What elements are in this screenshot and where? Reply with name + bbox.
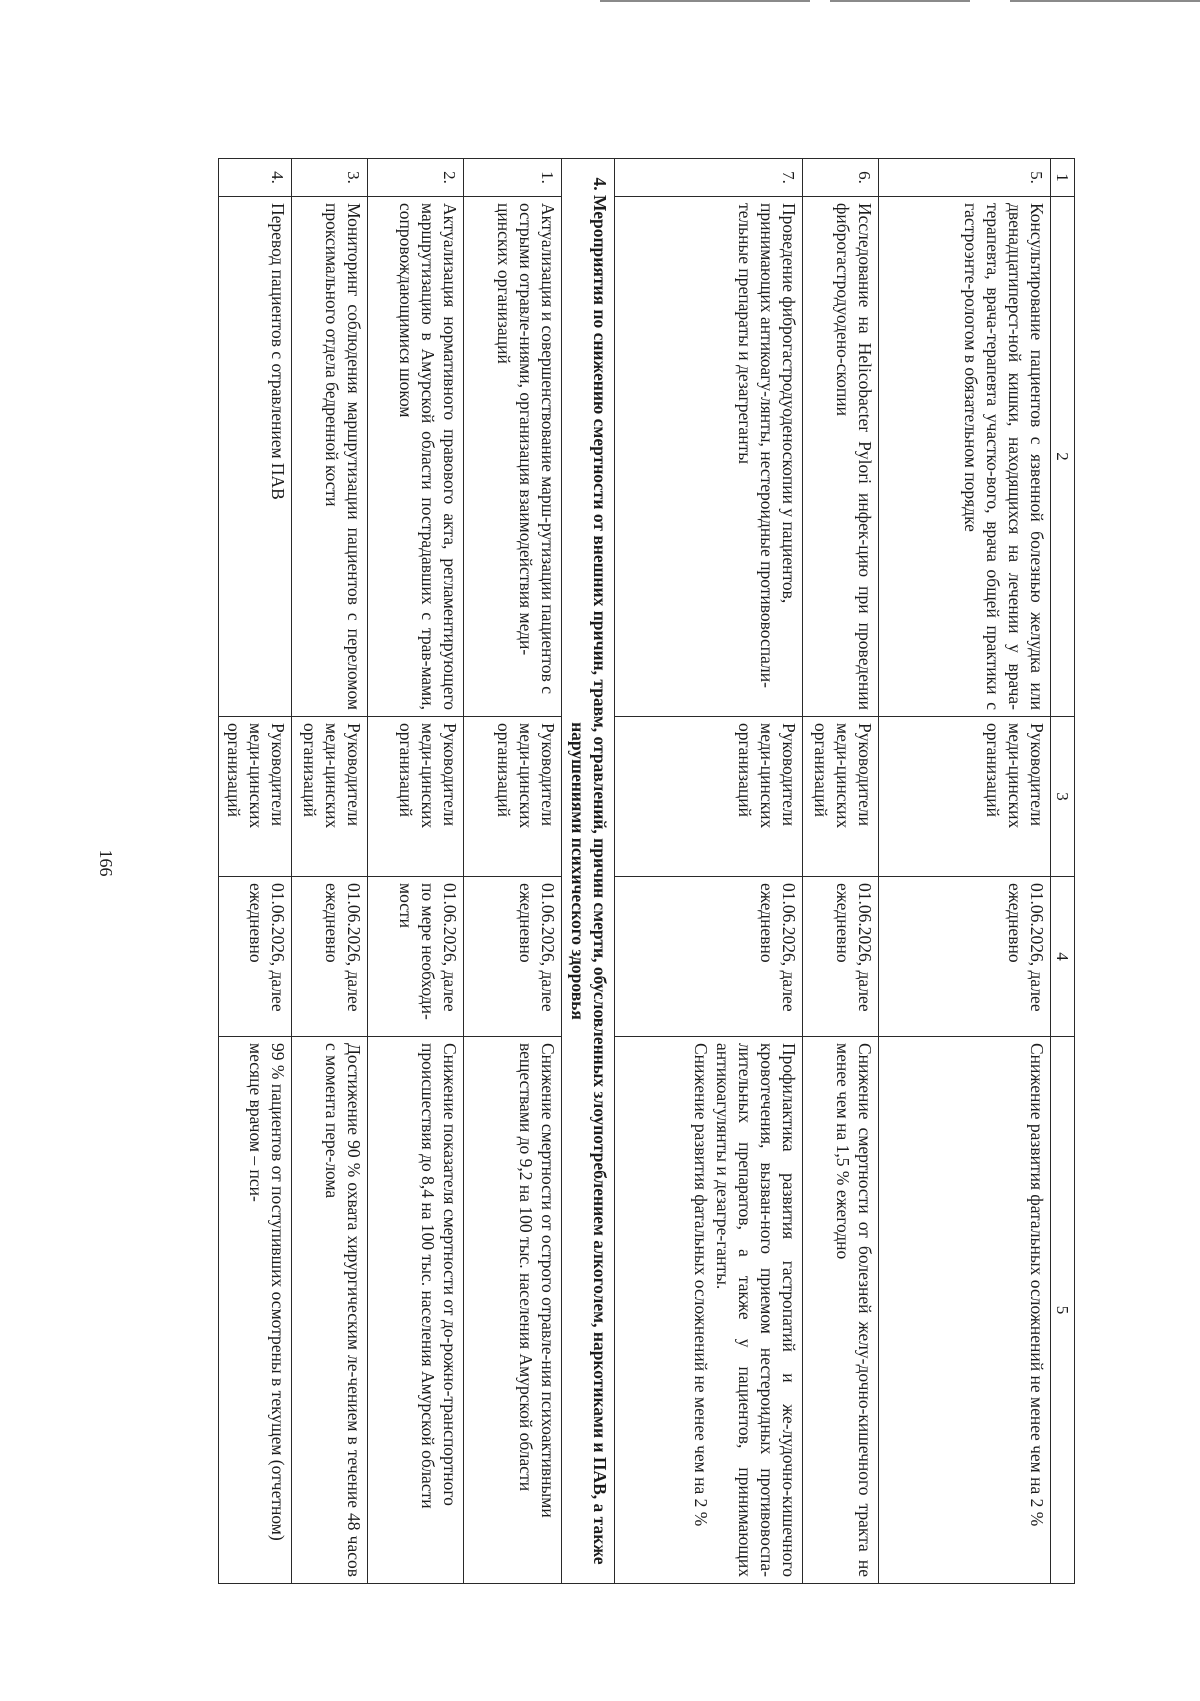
row-number: 6.: [802, 159, 878, 197]
result-cell: Профилактика развития гастропатий и же-лудочно-кишечного кровотечения, вызван-ного приемом нестероидных противовоспа-лительных препаратов, а также у пациентов, принимающих антикоагулянты и дезагре-ганты. Снижение развития фатальных осложнений не менее чем на 2 %: [614, 1037, 802, 1584]
responsible-cell: Руководители меди-цинских организаций: [219, 717, 292, 877]
scan-edge-line: [600, 0, 810, 2]
header-cell: 3: [1050, 717, 1074, 877]
measures-table: [218, 158, 1075, 1584]
responsible-cell: Руководители меди-цинских организаций: [802, 717, 878, 877]
header-cell: 1: [1050, 159, 1074, 197]
row-number: 7.: [614, 159, 802, 197]
table-row: [219, 159, 292, 1584]
header-cell: 4: [1050, 877, 1074, 1037]
rotated-table-frame: [218, 158, 1075, 1583]
page-number: 166: [96, 849, 116, 877]
result-cell: Достижение 90 % охвата хирургическим ле-чением в течение 48 часов с момента пере-лома: [292, 1037, 368, 1584]
term-cell: 01.06.2026, далее ежедневно: [464, 877, 562, 1037]
table-row: [464, 159, 562, 1584]
header-cell: 2: [1050, 197, 1074, 717]
measure-cell: Мониторинг соблюдения маршрутизации пациентов с переломом проксимального отдела бедренной кости: [292, 197, 368, 717]
measure-cell: Консультирование пациентов с язвенной болезнью желудка или двенадцатиперст-ной кишки, находящихся на лечении у врача-терапевта, врача-терапевта участко-вого, врача общей практики с гастроэнте-рологом в обязательном порядке: [878, 197, 1050, 717]
result-cell: 99 % пациентов от поступивших осмотрены в текущем (отчетном) месяце врачом – пси-: [219, 1037, 292, 1584]
term-cell: 01.06.2026, далее ежедневно: [878, 877, 1050, 1037]
measure-cell: Перевод пациентов с отравлением ПАВ: [219, 197, 292, 717]
responsible-cell: Руководители меди-цинских организаций: [464, 717, 562, 877]
scan-edge-line: [830, 0, 970, 2]
table-row: [368, 159, 464, 1584]
measure-cell: Актуализация и совершенствование марш-рутизации пациентов с острыми отравле-ниями, организация взаимодействия меди-цинских организаций: [464, 197, 562, 717]
result-cell: Снижение развития фатальных осложнений не менее чем на 2 %: [878, 1037, 1050, 1584]
responsible-cell: Руководители меди-цинских организаций: [368, 717, 464, 877]
responsible-cell: Руководители меди-цинских организаций: [878, 717, 1050, 877]
term-cell: 01.06.2026, далее ежедневно: [292, 877, 368, 1037]
header-cell: 5: [1050, 1037, 1074, 1584]
measure-cell: Проведение фиброгастродуоденоскопии у пациентов, принимающих антикоагу-лянты, нестероидные противовоспали-тельные препараты и дезагреганты: [614, 197, 802, 717]
measure-cell: Актуализация нормативного правового акта, регламентирующего маршрутизацию в Амурской области пострадавших с трав-мами, сопровождающимися шоком: [368, 197, 464, 717]
row-number: 5.: [878, 159, 1050, 197]
term-cell: 01.06.2026, далее ежедневно: [614, 877, 802, 1037]
row-number: 3.: [292, 159, 368, 197]
term-cell: 01.06.2026, далее ежедневно: [802, 877, 878, 1037]
table-row: [802, 159, 878, 1584]
table-row: [614, 159, 802, 1584]
section-row: [562, 159, 615, 1584]
row-number: 1.: [464, 159, 562, 197]
scan-edge-line: [1010, 0, 1200, 2]
row-number: 4.: [219, 159, 292, 197]
measure-cell: Исследование на Helicobacter Pylori инфек-цию при проведении фиброгастродуодено-скопии: [802, 197, 878, 717]
term-cell: 01.06.2026, далее ежедневно: [219, 877, 292, 1037]
section-title: 4. Мероприятия по снижению смертности от внешних причин, травм, отравлений, причин смерти, обусловленных злоупотреблением алкоголем, наркотиками и ПАВ, а также нарушениями психического здоровья: [562, 159, 615, 1584]
table-row: [878, 159, 1050, 1584]
responsible-cell: Руководители меди-цинских организаций: [292, 717, 368, 877]
responsible-cell: Руководители меди-цинских организаций: [614, 717, 802, 877]
result-cell: Снижение показателя смертности от до-рожно-транспортного происшествия до 8,4 на 100 тыс. населения Амурской области: [368, 1037, 464, 1584]
row-number: 2.: [368, 159, 464, 197]
header-row: [1050, 159, 1074, 1584]
result-cell: Снижение смертности от острого отравле-ния психоактивными веществами до 9,2 на 100 тыс. населения Амурской области: [464, 1037, 562, 1584]
result-cell: Снижение смертности от болезней желу-дочно-кишечного тракта не менее чем на 1,5 % ежегодно: [802, 1037, 878, 1584]
table-row: [292, 159, 368, 1584]
term-cell: 01.06.2026, далее по мере необходи-мости: [368, 877, 464, 1037]
